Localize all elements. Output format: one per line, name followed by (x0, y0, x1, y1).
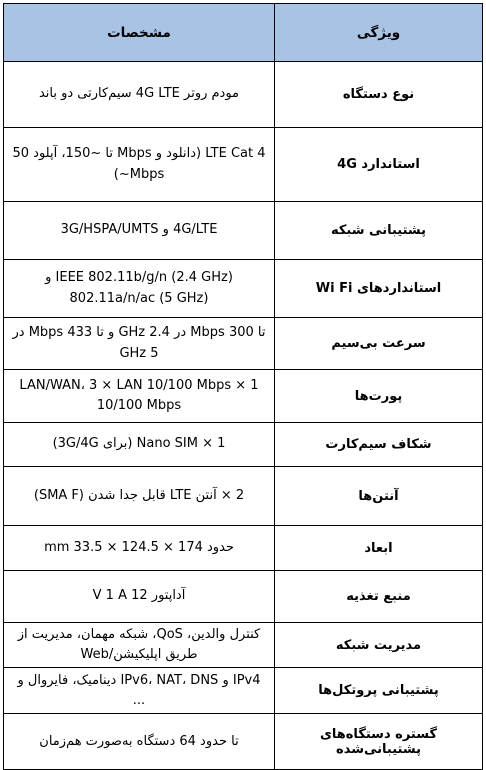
table-header-row (4, 4, 483, 62)
table-row (4, 128, 483, 202)
value-cell: LTE Cat 4 (دانلود و Mbps تا ~150، آپلود 50 Mbps~) (4, 128, 275, 202)
table-row (4, 423, 483, 467)
value-cell: 2 × آنتن LTE قابل جدا شدن (SMA F) (4, 467, 275, 526)
feature-cell: آنتن‌ها (275, 467, 483, 526)
table-row (4, 202, 483, 260)
feature-cell: شکاف سیم‌کارت (275, 423, 483, 467)
value-cell: مودم روتر 4G LTE سیم‌کارتی دو باند (4, 62, 275, 128)
value-cell: حدود 174 × 124.5 × 33.5 mm (4, 526, 275, 571)
feature-cell: پشتیبانی شبکه (275, 202, 483, 260)
table-row (4, 370, 483, 423)
value-cell: IPv4 و IPv6، NAT، DNS دینامیک، فایروال و ... (4, 668, 275, 714)
header-feature: ویژگی (275, 4, 483, 62)
table-row (4, 467, 483, 526)
value-cell: تا حدود 64 دستگاه به‌صورت هم‌زمان (4, 714, 275, 770)
feature-cell: استاندارد 4G (275, 128, 483, 202)
value-cell: IEEE 802.11b/g/n (2.4 GHz) و 802.11a/n/ac (5 GHz) (4, 260, 275, 318)
table-row (4, 668, 483, 714)
table-row (4, 62, 483, 128)
table-row (4, 260, 483, 318)
value-cell: کنترل والدین، QoS، شبکه مهمان، مدیریت از طریق اپلیکیشن/Web (4, 623, 275, 668)
feature-cell: ابعاد (275, 526, 483, 571)
value-cell: تا 300 Mbps در 2.4 GHz و تا 433 Mbps در 5 GHz (4, 318, 275, 370)
value-cell: 4G/LTE و 3G/HSPA/UMTS (4, 202, 275, 260)
spec-table (3, 3, 483, 770)
feature-cell: استانداردهای Wi Fi (275, 260, 483, 318)
value-cell: آداپتور 12 V 1 A (4, 571, 275, 623)
feature-cell: مدیریت شبکه (275, 623, 483, 668)
table-row (4, 623, 483, 668)
table-row (4, 318, 483, 370)
table-row (4, 714, 483, 770)
feature-cell: پورت‌ها (275, 370, 483, 423)
value-cell: 1 × LAN/WAN، 3 × LAN 10/100 Mbps 10/100 Mbps (4, 370, 275, 423)
feature-cell: پشتیبانی پروتکل‌ها (275, 668, 483, 714)
feature-cell: نوع دستگاه (275, 62, 483, 128)
table-row (4, 526, 483, 571)
value-cell: 1 × Nano SIM (برای 3G/4G) (4, 423, 275, 467)
table-row (4, 571, 483, 623)
feature-cell: گستره دستگاه‌های پشتیبانی‌شده (275, 714, 483, 770)
feature-cell: سرعت بی‌سیم (275, 318, 483, 370)
feature-cell: منبع تغذیه (275, 571, 483, 623)
header-spec: مشخصات (4, 4, 275, 62)
